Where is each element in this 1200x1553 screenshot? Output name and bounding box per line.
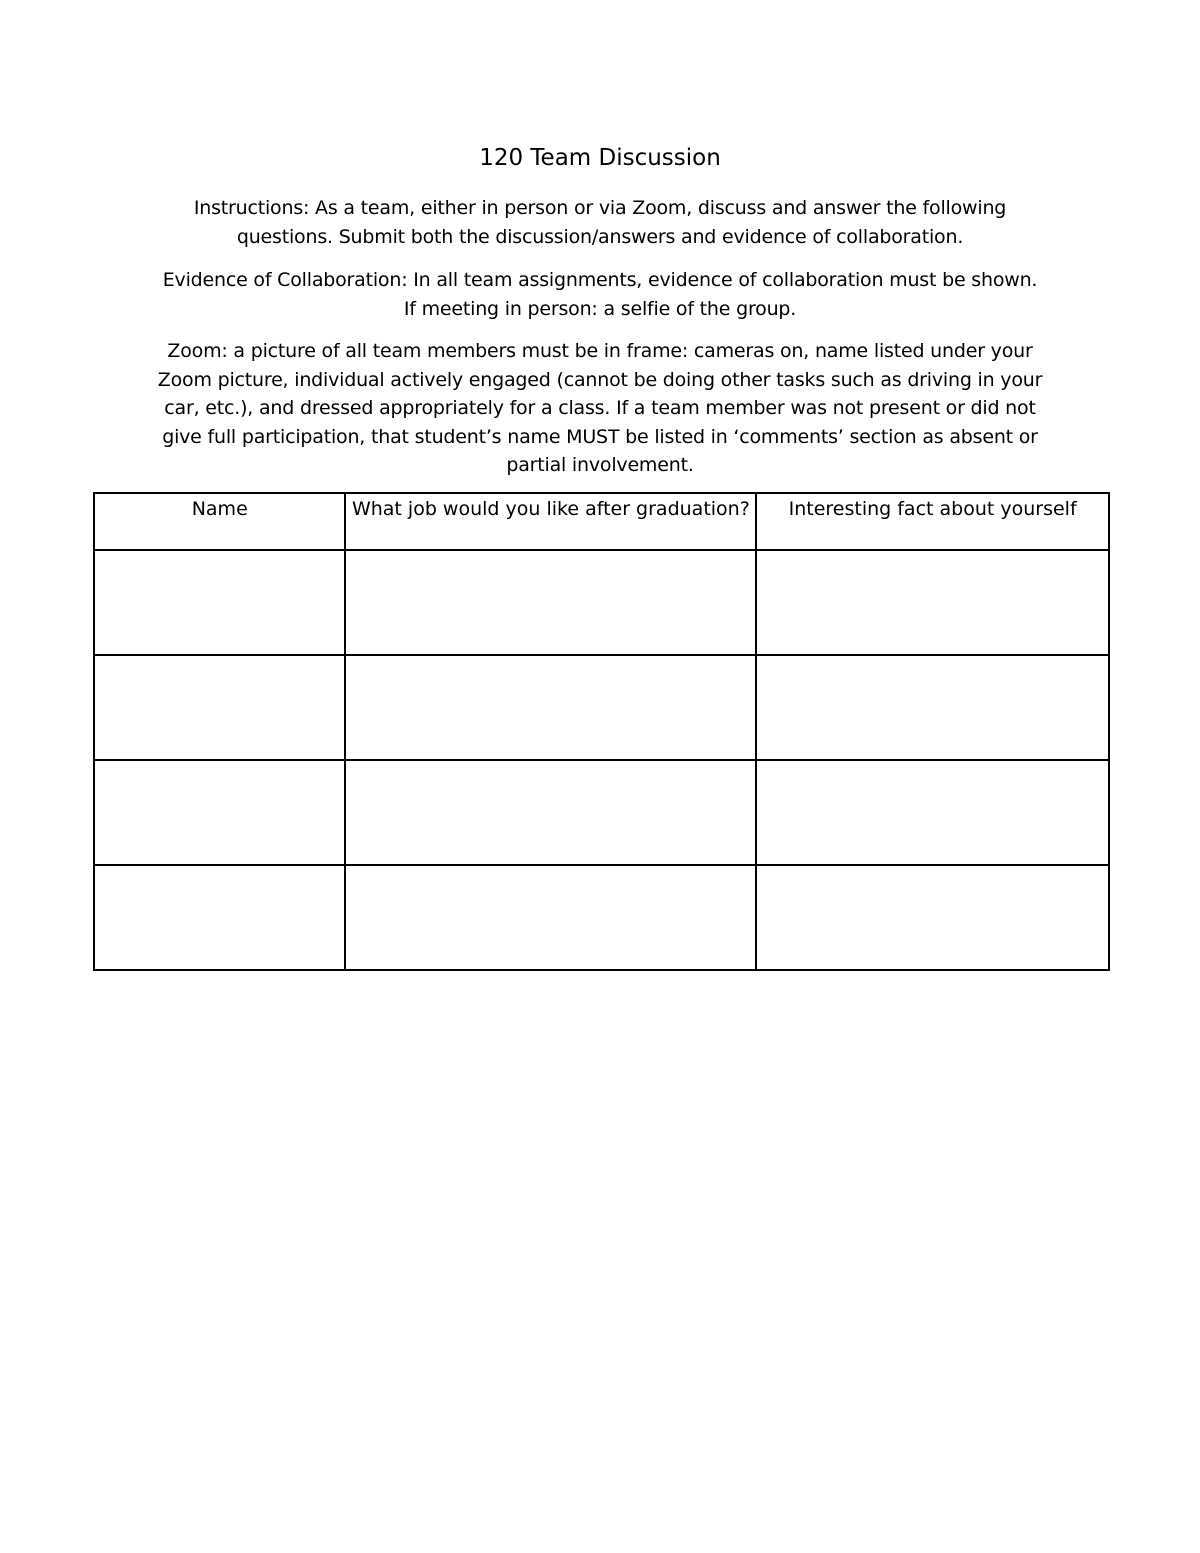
zoom-line: give full participation, that student’s name MUST be listed in ‘comments’ section as absent or: [162, 425, 1038, 448]
zoom-line: partial involvement.: [506, 454, 694, 476]
header-fact: Interesting fact about yourself: [756, 493, 1109, 550]
zoom-paragraph: [140, 337, 1060, 480]
name-cell[interactable]: [94, 760, 345, 865]
table-row: [94, 655, 1109, 760]
instructions-line: Instructions: As a team, either in person or via Zoom, discuss and answer the following: [193, 197, 1007, 219]
fact-cell[interactable]: [756, 550, 1109, 655]
evidence-paragraph: [140, 266, 1060, 323]
table-row: [94, 760, 1109, 865]
job-cell[interactable]: [345, 550, 756, 655]
fact-cell[interactable]: [756, 655, 1109, 760]
fact-cell[interactable]: [756, 760, 1109, 865]
zoom-line: Zoom: a picture of all team members must be in frame: cameras on, name listed under your: [167, 340, 1033, 362]
job-cell[interactable]: [345, 865, 756, 970]
zoom-line: car, etc.), and dressed appropriately for a class. If a team member was not present or did not: [164, 397, 1036, 419]
document-title: 120 Team Discussion: [479, 145, 721, 171]
job-cell[interactable]: [345, 655, 756, 760]
table-row: [94, 550, 1109, 655]
evidence-line: Evidence of Collaboration: In all team assignments, evidence of collaboration must be shown.: [162, 269, 1038, 291]
table-row: [94, 865, 1109, 970]
instructions-line: questions. Submit both the discussion/answers and evidence of collaboration.: [236, 225, 964, 248]
instructions-paragraph: [140, 194, 1060, 251]
header-name: Name: [94, 493, 345, 550]
job-cell[interactable]: [345, 760, 756, 865]
zoom-line: Zoom picture, individual actively engaged (cannot be doing other tasks such as driving in your: [157, 368, 1043, 391]
evidence-line: If meeting in person: a selfie of the group.: [403, 297, 797, 320]
fact-cell[interactable]: [756, 865, 1109, 970]
name-cell[interactable]: [94, 655, 345, 760]
team-table: [93, 492, 1110, 971]
name-cell[interactable]: [94, 550, 345, 655]
name-cell[interactable]: [94, 865, 345, 970]
table-header-row: [94, 493, 1109, 550]
header-job: What job would you like after graduation?: [345, 493, 756, 550]
